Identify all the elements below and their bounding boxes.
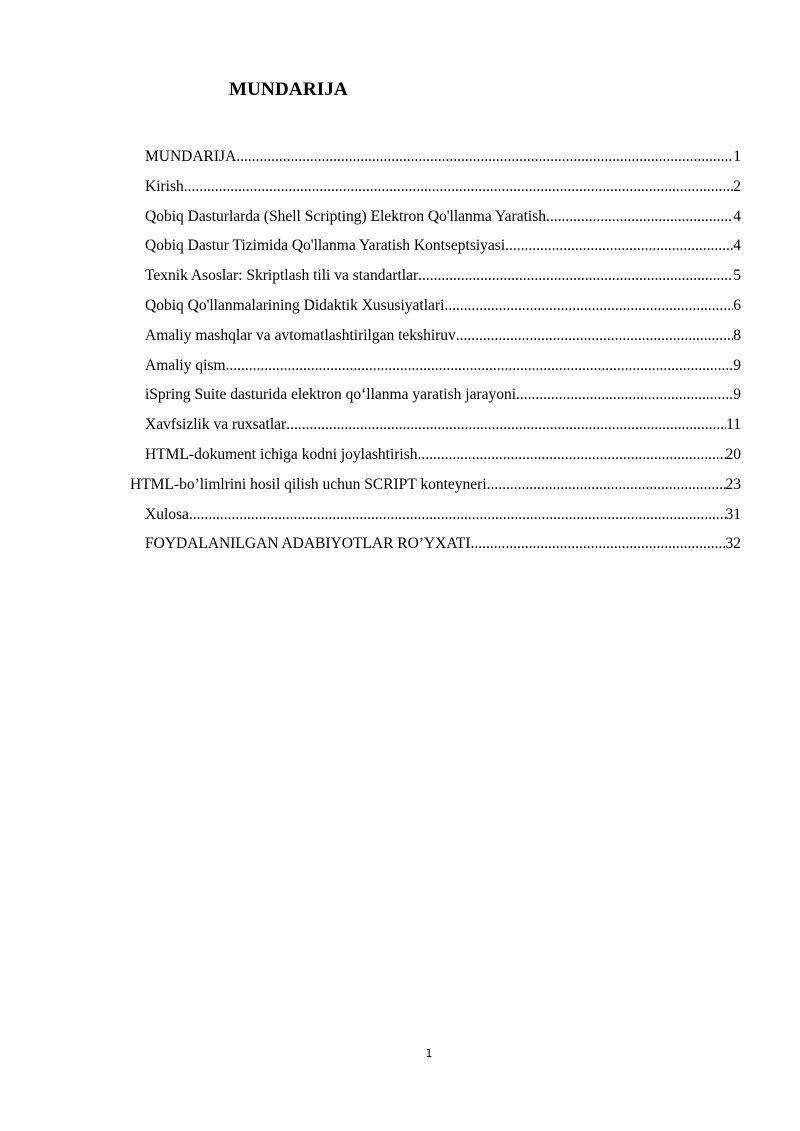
toc-entry-text: Qobiq Dastur Tizimida Qo'llanma Yaratish Kontseptsiyasi <box>145 237 506 255</box>
toc-page-number: 23 <box>725 475 741 493</box>
toc-page-number: 1 <box>733 148 741 165</box>
toc-entry-shell-scripting[interactable] <box>0 202 741 232</box>
toc-dot-leader <box>286 410 726 440</box>
toc-entry-text: Texnik Asoslar: Skriptlash tili va standartlar <box>145 267 419 285</box>
toc-entry-text: FOYDALANILGAN ADABIYOTLAR RO’YXATI <box>145 535 471 553</box>
toc-entry-text: Amaliy mashqlar va avtomatlashtirilgan tekshiruv <box>145 326 456 344</box>
toc-page-number: 8 <box>733 326 741 344</box>
toc-entry-kontseptsiya[interactable] <box>0 231 741 261</box>
toc-entry-text: HTML-dokument ichiga kodni joylashtirish <box>145 445 418 463</box>
toc-page-number: 4 <box>733 207 741 225</box>
toc-entry-xavfsizlik[interactable] <box>0 410 741 440</box>
toc-page-number: 9 <box>733 386 741 404</box>
toc-dot-leader <box>184 172 734 202</box>
toc-dot-leader <box>418 261 733 291</box>
toc-page-number: 2 <box>733 177 741 195</box>
toc-entry-text: HTML-bo’limlrini hosil qilish uchun SCRIPT konteyneri <box>130 475 487 493</box>
toc-dot-leader <box>516 380 733 410</box>
toc-dot-leader <box>456 321 733 351</box>
toc-entry-text: Qobiq Qo'llanmalarining Didaktik Xususiyatlari <box>145 296 445 314</box>
toc-entry-text: MUNDARIJA <box>145 148 237 165</box>
toc-entry-xulosa[interactable] <box>0 500 741 530</box>
toc-dot-leader <box>444 291 733 321</box>
toc-entry-html-dokument[interactable] <box>0 440 741 470</box>
toc-entry-text: Xavfsizlik va ruxsatlar <box>145 416 287 434</box>
toc-dot-leader <box>189 500 726 530</box>
toc-dot-leader <box>487 470 726 500</box>
toc-entry-text: iSpring Suite dasturida elektron qo‘llanma yaratish jarayoni <box>145 386 517 404</box>
toc-dot-leader <box>418 440 726 470</box>
toc-entry-amaliy-mashqlar[interactable] <box>0 321 741 351</box>
toc-page-number: 11 <box>726 416 741 434</box>
toc-entry-mundarija[interactable] <box>0 142 741 172</box>
toc-entry-texnik-asoslar[interactable] <box>0 261 741 291</box>
toc-dot-leader <box>226 351 734 381</box>
toc-dot-leader <box>470 529 725 559</box>
toc-entry-kirish[interactable] <box>0 172 741 202</box>
toc-page-number: 6 <box>733 296 741 314</box>
toc-dot-leader <box>236 142 733 172</box>
toc-page-number: 32 <box>725 535 741 553</box>
toc-page-number: 9 <box>733 356 741 374</box>
toc-entry-text: Amaliy qism <box>145 356 226 374</box>
toc-page-number: 20 <box>725 445 741 463</box>
table-of-contents <box>0 142 800 559</box>
toc-entry-text: Kirish <box>145 177 184 195</box>
toc-entry-amaliy-qism[interactable] <box>0 351 741 381</box>
toc-entry-didaktik[interactable] <box>0 291 741 321</box>
toc-page-number: 31 <box>725 505 741 523</box>
toc-entry-text: Qobiq Dasturlarda (Shell Scripting) Elektron Qo'llanma Yaratish <box>145 207 546 225</box>
footer-page-number: 1 <box>425 1047 433 1060</box>
toc-dot-leader <box>546 202 733 232</box>
toc-page-number: 4 <box>733 237 741 255</box>
toc-page-number: 5 <box>733 267 741 285</box>
toc-dot-leader <box>505 231 733 261</box>
toc-entry-script-konteyneri[interactable] <box>0 470 741 500</box>
toc-entry-adabiyotlar[interactable] <box>0 529 741 559</box>
toc-entry-text: Xulosa <box>145 505 189 523</box>
toc-heading: MUNDARIJA <box>229 79 348 100</box>
toc-entry-ispring[interactable] <box>0 380 741 410</box>
